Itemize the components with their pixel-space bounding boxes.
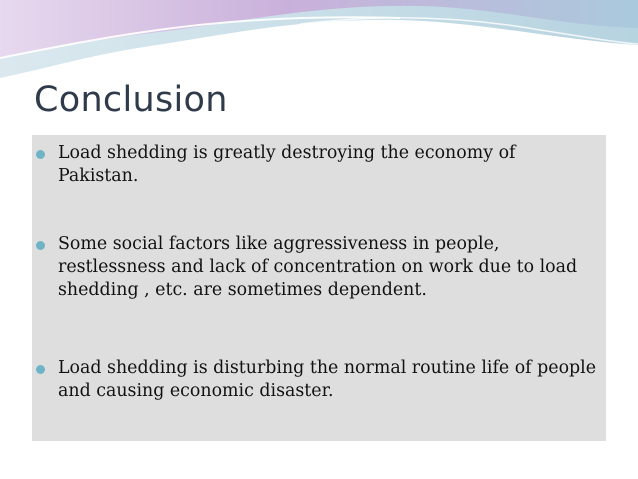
- bullet-item: [58, 233, 598, 302]
- content-box: [32, 135, 606, 441]
- bullet-dot-icon: [36, 150, 45, 159]
- bullet-item: [58, 357, 598, 403]
- bullet-text: Load shedding is disturbing the normal routine life of people and causing economic disaster.: [58, 358, 597, 401]
- bullet-item: [58, 142, 598, 188]
- bullet-dot-icon: [36, 241, 45, 250]
- bullet-text: Some social factors like aggressiveness in people, restlessness and lack of concentration on work due to load shedding , etc. are sometimes dependent.: [58, 234, 578, 300]
- bullet-dot-icon: [36, 365, 45, 374]
- slide-title: Conclusion: [34, 80, 228, 120]
- bullet-text: Load shedding is greatly destroying the economy of Pakistan.: [58, 143, 516, 186]
